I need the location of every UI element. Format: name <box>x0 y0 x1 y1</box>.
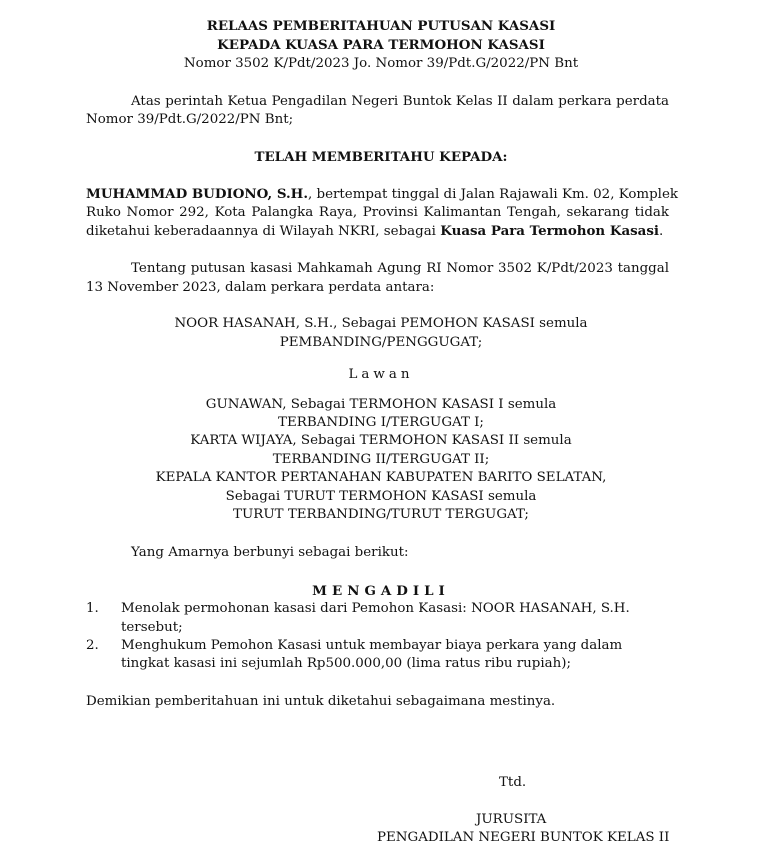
respondent-line-4: TERBANDING II/TERGUGAT II; <box>272 452 490 467</box>
respondent-line-7: TURUT TERBANDING/TURUT TERGUGAT; <box>233 507 529 522</box>
recipient-period: . <box>658 224 664 239</box>
respondent-line-3: KARTA WIJAYA, Sebagai TERMOHON KASASI II semula <box>190 433 572 448</box>
verdict-item-2-line-2: tingkat kasasi ini sejumlah Rp500.000,00 (lima ratus ribu rupiah); <box>121 656 572 671</box>
closing-statement: Demikian pemberitahuan ini untuk diketahui sebagaimana mestinya. <box>86 694 556 709</box>
applicant-line-2: PEMBANDING/PENGGUGAT; <box>279 335 483 350</box>
verdict-item-2-number: 2. <box>86 638 99 653</box>
respondent-line-2: TERBANDING I/TERGUGAT I; <box>278 415 484 430</box>
verdict-item-2-line-1: Menghukum Pemohon Kasasi untuk membayar biaya perkara yang dalam <box>121 638 623 653</box>
respondent-line-1: GUNAWAN, Sebagai TERMOHON KASASI I semula <box>205 397 557 412</box>
verdict-item-1-line-2: tersebut; <box>121 620 183 635</box>
respondent-line-5: KEPALA KANTOR PERTANAHAN KABUPATEN BARITO SELATAN, <box>155 470 607 485</box>
recipient-line-3 <box>86 222 663 241</box>
case-number: Nomor 3502 K/Pdt/2023 Jo. Nomor 39/Pdt.G/2022/PN Bnt <box>183 56 579 71</box>
verdict-item-1-line-1: Menolak permohonan kasasi dari Pemohon Kasasi: NOOR HASANAH, S.H. <box>121 601 630 616</box>
signature-court: PENGADILAN NEGERI BUNTOK KELAS II <box>377 830 670 845</box>
document-subtitle: KEPADA KUASA PARA TERMOHON KASASI <box>217 37 545 53</box>
verdict-intro: Yang Amarnya berbunyi sebagai berikut: <box>131 545 409 560</box>
notified-heading: TELAH MEMBERITAHU KEPADA: <box>254 149 508 165</box>
signature-title: JURUSITA <box>476 812 547 827</box>
applicant-line-1: NOOR HASANAH, S.H., Sebagai PEMOHON KASASI semula <box>174 316 588 331</box>
intro-line-1: Atas perintah Ketua Pengadilan Negeri Buntok Kelas II dalam perkara perdata <box>131 94 669 109</box>
intro-line-2: Nomor 39/Pdt.G/2022/PN Bnt; <box>86 112 294 127</box>
verdict-item-1-number: 1. <box>86 601 99 616</box>
versus-label: Lawan <box>348 367 414 382</box>
verdict-heading: MENGADILI <box>312 583 450 599</box>
recipient-line-1 <box>86 185 679 204</box>
recipient-role: Kuasa Para Termohon Kasasi <box>440 223 659 239</box>
recipient-line-2: Ruko Nomor 292, Kota Palangka Raya, Provinsi Kalimantan Tengah, sekarang tidak <box>86 205 669 220</box>
recipient-address-3: diketahui keberadaannya di Wilayah NKRI, sebagai <box>86 224 441 239</box>
respondent-line-6: Sebagai TURUT TERMOHON KASASI semula <box>225 489 537 504</box>
signature-ttd: Ttd. <box>499 775 527 790</box>
decision-intro-line-2: 13 November 2023, dalam perkara perdata antara: <box>86 280 435 295</box>
recipient-address-1: , bertempat tinggal di Jalan Rajawali Km. 02, Komplek <box>308 187 679 202</box>
recipient-name: MUHAMMAD BUDIONO, S.H. <box>86 186 308 202</box>
document-title: RELAAS PEMBERITAHUAN PUTUSAN KASASI <box>206 18 556 34</box>
decision-intro-line-1: Tentang putusan kasasi Mahkamah Agung RI Nomor 3502 K/Pdt/2023 tanggal <box>131 261 669 276</box>
